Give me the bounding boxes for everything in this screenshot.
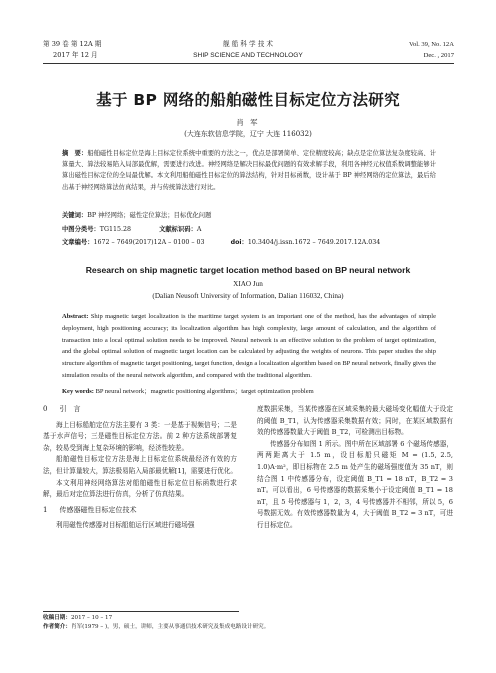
article-number-label: 文章编号： xyxy=(62,239,94,246)
section-1-paragraph: 利用磁性传感器对目标船舶运行区域进行磁场强 xyxy=(56,521,195,530)
received-date xyxy=(43,614,253,623)
abstract-en-label: Abstract: xyxy=(62,313,89,320)
affiliation-cn: (大连东软信息学院，辽宁 大连 116032) xyxy=(184,130,312,138)
received-label: 收稿日期： xyxy=(43,615,71,621)
doi-value: 10.3404/j.issn.1672 – 7649.2017.12A.034 xyxy=(247,239,381,246)
article-doi-line xyxy=(62,237,436,248)
left-column xyxy=(43,404,237,532)
author-bio-label: 作者简介： xyxy=(43,624,71,630)
abstract-cn-label: 摘 要： xyxy=(62,150,88,157)
section-0-title: 引 言 xyxy=(59,405,81,413)
section-1-number: 1 xyxy=(43,505,48,514)
section-1-title: 传感器磁性目标定位技术 xyxy=(59,505,137,514)
volume-issue-en: Vol. 39, No. 12A xyxy=(409,41,454,48)
intro-paragraph-3: 本文利用神经网络算法对船舶磁性目标定位目标函数进行求解，最后对定位算法进行仿真，分析了仿真结果。 xyxy=(43,478,237,499)
abstract-cn xyxy=(62,148,436,193)
journal-name-en: SHIP SCIENCE AND TECHNOLOGY xyxy=(193,52,303,59)
header-rule xyxy=(43,63,454,64)
keywords-en-label: Key words: xyxy=(62,388,94,395)
doc-code-label: 文献标识码： xyxy=(159,226,197,233)
abstract-en-text: Ship magnetic target localization is the maritime target system is an important one of the method, has the advantages of simple deployment, high positioning accuracy; its localization algorithm has high complexity, large amount of calculation, and the algorithm of transaction into a local optimal solution needs to be improved. Neural network is an effective solution to the problem of target optimization, and the global optimal solution of magnetic target location can be calculated by adjusting the weights of neurons. This paper studies the ship structure algorithm of magnetic target positioning, target function, design a localization algorithm based on BP neural network, finally gives the simulation results of the neural network algorithm, and compared with the traditional algorithm. xyxy=(62,313,437,379)
keywords-en xyxy=(62,386,436,398)
footnote-rule xyxy=(43,611,239,612)
classification-line xyxy=(62,224,436,235)
abstract-cn-text: 船舶磁性目标定位是海上目标定位系统中重要的方法之一，优点是部署简单、定位精度较高；缺点是定位算法复杂度较高、计算量大、算法较易陷入局部最优解，需要进行改进。神经网络是解决目标最优问题的有效求解手段，利用各神经元权值系数调整能够计算出磁性目标定位的全局最优解。本文利用船舶磁性目标定位的算法结构，针对目标函数，设计基于 BP 神经网络的定位算法，最后给出基于神经网络算法仿真结果，并与传统算法进行对比。 xyxy=(62,150,437,191)
date-en: Dec. , 2017 xyxy=(423,52,454,59)
author-bio xyxy=(43,623,270,632)
keywords-cn xyxy=(62,210,436,221)
article-number: 1672 – 7649(2017)12A – 0100 – 03 xyxy=(93,239,205,246)
keywords-en-text: BP neural network；magnetic positioning algorithms；target optimization problem xyxy=(95,388,314,395)
section-1-heading xyxy=(43,505,237,517)
section-0-number: 0 xyxy=(43,405,48,413)
footnote xyxy=(43,614,270,632)
keywords-cn-label: 关键词： xyxy=(62,212,88,219)
author-en: XIAO Jun xyxy=(233,280,263,288)
right-paragraph-1: 度数据采集，当某传感器在区域采集的最大磁场变化幅值大于设定的阈值 B_T1，认为传感器采集数据有效；同时，在某区域数据有效的传感器数量大于阈值 B_T2，可检测出目标物。 xyxy=(257,405,453,437)
author-cn: 肖 军 xyxy=(236,118,260,127)
right-paragraph-2: 传感器分布如图 1 所示。图中所在区域部署 6 个磁场传感器，两两距离大于 1.5 m，设目标船只磁矩 M = (1.5, 2.5, 1.0)A·m²，即目标物在 2.5 m 处产生的磁场强度值为 35 nT，则结合图 1 中传感器分布，设定阈值 B_T1 = 18 nT，B_T2 = 3 nT。可以看出，6 号传感器的数据采集小于设定阈值 B_T1 = 18 nT，且 5 号传感器与 1，2，3，4 号传感器并不相邻，所以 5，6 号数据无效。有效传感器数量为 4，大于阈值 B_T2 = 3 nT，可进行目标定位。 xyxy=(257,439,453,529)
paper-title-en: Research on ship magnetic target location method based on BP neural network xyxy=(85,265,411,275)
intro-paragraph-1: 海上目标船舶定位方法主要有 3 类：一是基于视频信号；二是基于水声信号；三是磁性目标定位方法。前 2 种方法系统部署复杂，较易受到海上复杂环境的影响，经济性较差。 xyxy=(43,420,237,452)
doi-label: doi： xyxy=(230,239,248,246)
intro-paragraph-2: 船舶磁性目标定位方法是海上目标定位系统最经济有效的方法，但计算量较大，算法极易陷入局部最优解[1]，需要进行优化。 xyxy=(43,455,237,475)
clc-label: 中图分类号： xyxy=(62,226,100,233)
clc-number: TG115.28 xyxy=(99,226,132,233)
right-column xyxy=(257,404,453,532)
affiliation-en: (Dalian Neusoft University of Information, Dalian 116032, China) xyxy=(152,292,344,300)
journal-name-cn: 舰 船 科 学 技 术 xyxy=(222,40,274,48)
abstract-en xyxy=(62,311,436,382)
doc-code: A xyxy=(196,226,202,233)
date-cn: 2017 年 12 月 xyxy=(53,51,98,59)
volume-issue-cn: 第 39 卷 第 12A 期 xyxy=(43,40,102,48)
received-value: 2017 – 10 – 17 xyxy=(70,615,113,621)
author-bio-text: 肖军(1979 – )，男，硕士，讲师，主要从事通信技术研究及集成电路设计研究。 xyxy=(70,624,270,630)
keywords-cn-text: BP 神经网络；磁性定位算法；目标优化问题 xyxy=(87,212,212,219)
section-0-heading xyxy=(43,404,237,416)
paper-title-cn: 基于 BP 网络的船舶磁性目标定位方法研究 xyxy=(96,91,400,109)
